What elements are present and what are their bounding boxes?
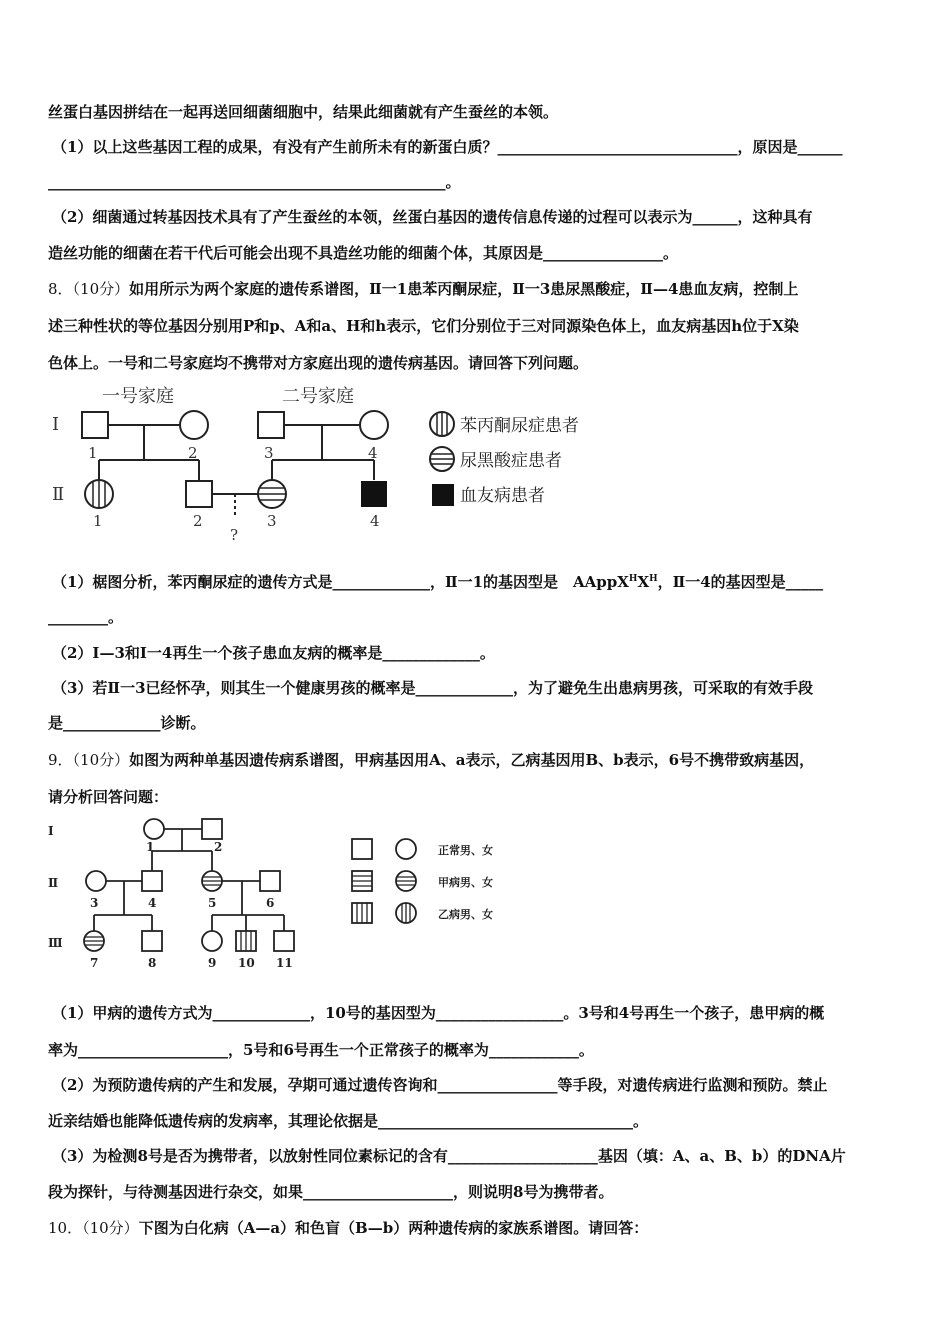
fig2-gen-II: Ⅱ <box>48 876 59 890</box>
legend-normal-female <box>396 839 416 859</box>
III9-female <box>202 931 222 951</box>
fig2-label-7: 7 <box>90 956 99 970</box>
q7-part1: （1）以上这些基因工程的成果，有没有产生前所未有的新蛋白质？________________________________，原因是______ <box>52 138 843 156</box>
fig2-label-9: 9 <box>208 956 217 970</box>
III11-male <box>274 931 294 951</box>
label-I2: 2 <box>188 444 198 462</box>
I1-female <box>144 819 164 839</box>
q9-part3-cont: 段为探针，与待测基因进行杂交，如果____________________，则说明8号为携带者。 <box>48 1183 614 1201</box>
fig2-gen-I: Ⅰ <box>48 824 54 838</box>
q8-sup-2: H <box>649 574 658 584</box>
q8-part2: （2）Ⅰ—3和Ⅰ一4再生一个孩子患血友病的概率是_____________。 <box>52 644 495 662</box>
f1-I1-male <box>82 412 108 438</box>
q7-part1-cont: _____________________________________________________。 <box>48 173 461 191</box>
label-I4: 4 <box>368 444 378 462</box>
legend-a-text: 甲病男、女 <box>438 876 493 889</box>
q8-part3: （3）若Ⅱ一3已经怀孕，则其生一个健康男孩的概率是_____________，为了避免生出患病男孩，可采取的有效手段 <box>52 679 814 697</box>
legend-hemophilia-text: 血友病患者 <box>460 486 545 506</box>
gen-II-label: Ⅱ <box>52 484 65 505</box>
gen-I-label: Ⅰ <box>52 414 60 435</box>
q8-stem-2: 述三种性状的等位基因分别用P和p、A和a、H和h表示，它们分别位于三对同源染色体上，血友病基因h位于X染 <box>48 317 799 335</box>
text-line-1: 丝蛋白基因拼结在一起再送回细菌细胞中，结果此细菌就有产生蚕丝的本领。 <box>48 103 559 121</box>
III8-male <box>142 931 162 951</box>
q9-part2: （2）为预防遗传病的产生和发展，孕期可通过遗传咨询和________________等手段，对遗传病进行监测和预防。禁止 <box>52 1076 828 1094</box>
q8-sup-1: H <box>628 574 638 584</box>
q7-part2-cont: 造丝功能的细菌在若干代后可能会出现不具造丝功能的细菌个体，其原因是________________。 <box>48 244 679 262</box>
fig2-label-11: 11 <box>276 956 293 970</box>
q8-stem-text: 如用所示为两个家庭的遗传系谱图，Ⅱ一1患苯丙酮尿症，Ⅱ一3患尿黑酸症，Ⅱ—4患血友病，控制上 <box>129 280 799 298</box>
fig2-label-3: 3 <box>90 896 99 910</box>
label-I1: 1 <box>88 444 98 462</box>
f2-I4-female <box>360 411 388 439</box>
label-I3: 3 <box>264 444 274 462</box>
f2-II4-male-hemophilia <box>361 481 387 507</box>
f2-I3-male <box>258 412 284 438</box>
q9-stem-1 <box>48 750 814 770</box>
q8-part1 <box>52 572 823 592</box>
q8-part1-x: X <box>637 573 650 591</box>
q9-part3: （3）为检测8号是否为携带者，以放射性同位素标记的含有____________________基因（填：A、a、B、b）的DNA片 <box>52 1147 846 1165</box>
legend-pku-text: 苯丙酮尿症患者 <box>460 416 579 436</box>
q9-part2-cont: 近亲结婚也能降低遗传病的发病率，其理论依据是__________________________________。 <box>48 1112 649 1130</box>
q8-part1-e: ，Ⅱ一4的基因型是_____ <box>657 573 824 591</box>
q8-stem-3: 色体上。一号和二号家庭均不携带对方家庭出现的遗传病基因。请回答下列问题。 <box>48 354 589 372</box>
legend-alk-text: 尿黑酸症患者 <box>460 451 562 471</box>
pedigree-figure-1 <box>44 380 604 550</box>
fig2-label-10: 10 <box>238 956 255 970</box>
q9-stem-text: 如图为两种单基因遗传病系谱图，甲病基因用A、a表示，乙病基因用B、b表示，6号不携带致病基因， <box>129 751 815 769</box>
q10-stem-text: 下图为白化病（A—a）和色盲（B—b）两种遗传病的家族系谱图。请回答： <box>138 1219 649 1237</box>
label-II3: 3 <box>267 512 277 530</box>
II6-male <box>260 871 280 891</box>
fig2-gen-III: Ⅲ <box>48 936 63 950</box>
q8-part1-a: （1）椐图分析，苯丙酮尿症的遗传方式是_____________，Ⅱ一1的基因型是 AAppX <box>52 573 629 591</box>
q7-part2: （2）细菌通过转基因技术具有了产生蚕丝的本领，丝蛋白基因的遗传信息传递的过程可以表示为______，这种具有 <box>52 208 813 226</box>
label-II2: 2 <box>193 512 203 530</box>
q9-number: 9．（10分） <box>48 751 130 769</box>
label-II4: 4 <box>370 512 380 530</box>
II4-male <box>142 871 162 891</box>
q8-part1-cont: ________。 <box>48 608 124 626</box>
legend-normal-male <box>352 839 372 859</box>
fig2-label-4: 4 <box>148 896 157 910</box>
I2-male <box>202 819 222 839</box>
q10-stem <box>48 1218 648 1238</box>
legend-b-text: 乙病男、女 <box>438 908 493 921</box>
family1-label: 一号家庭 <box>102 386 174 407</box>
fig2-label-8: 8 <box>148 956 157 970</box>
pedigree-figure-2 <box>44 815 524 975</box>
q8-part3-cont: 是_____________诊断。 <box>48 714 206 732</box>
unknown-child-label: ? <box>230 526 239 544</box>
q9-stem-2: 请分析回答问题： <box>48 788 169 806</box>
q8-stem-1 <box>48 279 798 299</box>
II3-female <box>86 871 106 891</box>
fig2-label-5: 5 <box>208 896 217 910</box>
q9-part1-cont: 率为____________________，5号和6号再生一个正常孩子的概率为____________。 <box>48 1041 594 1059</box>
label-II1: 1 <box>93 512 103 530</box>
family2-label: 二号家庭 <box>282 386 354 407</box>
q9-part1: （1）甲病的遗传方式为_____________，10号的基因型为_________________。3号和4号再生一个孩子，患甲病的概 <box>52 1004 825 1022</box>
q10-number: 10．（10分） <box>48 1219 139 1237</box>
fig2-label-2: 2 <box>214 840 223 854</box>
legend-normal-text: 正常男、女 <box>438 844 493 857</box>
q8-number: 8．（10分） <box>48 280 130 298</box>
legend-hemophilia-symbol <box>432 484 454 506</box>
f1-II2-male <box>186 481 212 507</box>
f1-I2-female <box>180 411 208 439</box>
fig2-label-6: 6 <box>266 896 275 910</box>
fig2-label-1: 1 <box>146 840 155 854</box>
